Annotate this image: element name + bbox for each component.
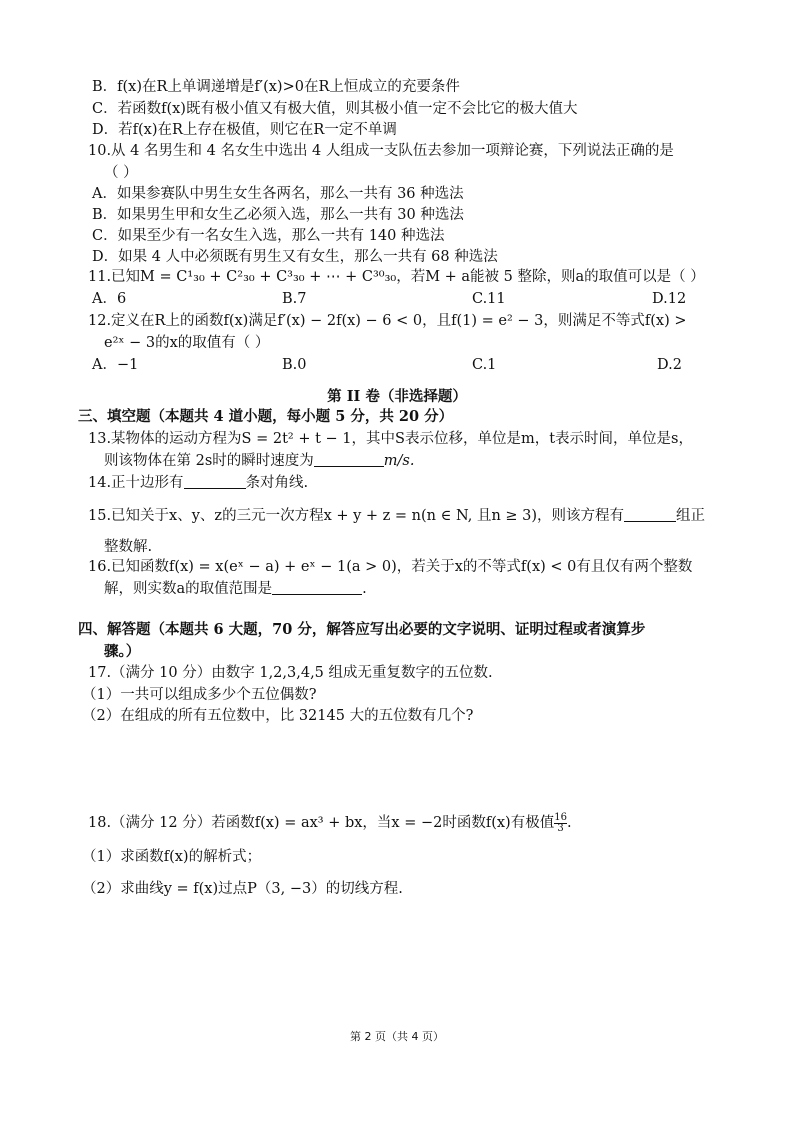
- q13-unit: m/s.: [383, 453, 415, 469]
- q17-part2: （2）在组成的所有五位数中，比 32145 大的五位数有几个?: [82, 708, 474, 724]
- q12-cont: e²ˣ − 3的x的取值有（ ）: [104, 335, 270, 351]
- q15-text-end: 组正: [676, 508, 706, 524]
- q13-answer-blank[interactable]: [314, 451, 384, 467]
- q15-cont: 整数解.: [104, 539, 153, 555]
- section4-title: 四、解答题（本题共 6 大题，70 分，解答应写出必要的文字说明、证明过程或者演算步: [78, 621, 646, 638]
- q9-option-b: B．f(x)在R上单调递增是f′(x)>0在R上恒成立的充要条件: [92, 79, 460, 95]
- q16-stem: 16.已知函数f(x) = x(eˣ − a) + eˣ − 1(a > 0)，若关于x的不等式f(x) < 0有且仅有两个整数: [88, 559, 693, 575]
- q12-option-b: B.0: [282, 357, 307, 373]
- q11-stem: 11.已知M = C¹₃₀ + C²₃₀ + C³₃₀ + ⋯ + C³⁰₃₀，若M + a能被 5 整除，则a的取值可以是（ ）: [88, 269, 705, 285]
- q17-stem: 17.（满分 10 分）由数字 1,2,3,4,5 组成无重复数字的五位数.: [88, 665, 493, 681]
- q10-option-c: C．如果至少有一名女生入选，那么一共有 140 种选法: [92, 228, 445, 244]
- q10-stem: 10.从 4 名男生和 4 名女生中选出 4 人组成一支队伍去参加一项辩论赛，下列说法正确的是: [88, 143, 674, 159]
- q10-option-d: D．如果 4 人中必须既有男生又有女生，那么一共有 68 种选法: [92, 249, 498, 265]
- section3-title: 三、填空题（本题共 4 道小题，每小题 5 分，共 20 分）: [78, 408, 454, 425]
- q15: [88, 505, 714, 527]
- q10-option-a: A．如果参赛队中男生女生各两名，那么一共有 36 种选法: [92, 186, 464, 202]
- q14-answer-blank[interactable]: [184, 473, 246, 489]
- q13-stem: 13.某物体的运动方程为S = 2t² + t − 1，其中S表示位移，单位是m，t表示时间，单位是s，: [88, 431, 693, 447]
- q14-text: 14.正十边形有: [88, 475, 184, 491]
- q12-stem: 12.定义在R上的函数f(x)满足f′(x) − 2f(x) − 6 < 0，且f(1) = e² − 3，则满足不等式f(x) >: [88, 313, 687, 329]
- q15-text: 15.已知关于x、y、z的三元一次方程x + y + z = n(n ∈ N, 且n ≥ 3)，则该方程有: [88, 508, 625, 524]
- q14: [88, 472, 714, 494]
- q12-option-c: C.1: [472, 357, 497, 373]
- q14-text-end: 条对角线.: [245, 475, 309, 491]
- q18-part2: （2）求曲线y = f(x)过点P（3, −3）的切线方程.: [82, 881, 403, 897]
- q16-answer-blank[interactable]: [272, 579, 362, 595]
- q10-paren: （ ）: [104, 165, 138, 181]
- q18-frac-den: 3: [557, 822, 564, 834]
- q13-cont: [104, 450, 714, 472]
- q12-option-a: A．−1: [92, 357, 139, 373]
- part2-title: 第 II 卷（非选择题）: [327, 388, 467, 405]
- q9-option-c: C．若函数f(x)既有极小值又有极大值，则其极小值一定不会比它的极大值大: [92, 101, 578, 117]
- q18-frac-num: 16: [554, 811, 567, 823]
- q16-text: 解，则实数a的取值范围是: [104, 581, 273, 597]
- q9-option-d: D．若f(x)在R上存在极值，则它在R一定不单调: [92, 122, 397, 138]
- q13-text: 则该物体在第 2s时的瞬时速度为: [104, 453, 314, 469]
- q18-part1: （1）求函数f(x)的解析式；: [82, 849, 262, 865]
- section4-title-cont: 骤。）: [104, 643, 141, 660]
- q16-text-end: .: [362, 581, 367, 597]
- q11-option-d: D.12: [652, 291, 687, 307]
- q18-stem: 18.（满分 12 分）若函数f(x) = ax³ + bx，当x = −2时函数f(x)有极值: [88, 815, 555, 831]
- q15-answer-blank[interactable]: [624, 506, 676, 522]
- q17-part1: （1）一共可以组成多少个五位偶数?: [82, 687, 317, 703]
- q12-option-d: D.2: [657, 357, 682, 373]
- q10-option-b: B．如果男生甲和女生乙必须入选，那么一共有 30 种选法: [92, 207, 464, 223]
- page-footer: 第 2 页（共 4 页）: [350, 1030, 444, 1043]
- q11-option-c: C.11: [472, 291, 506, 307]
- q18-fraction: [554, 813, 567, 834]
- q18-stem-end: .: [566, 815, 572, 831]
- q11-option-b: B.7: [282, 291, 307, 307]
- q18-stem-line: [88, 812, 714, 834]
- q16-cont: [104, 578, 714, 600]
- q11-option-a: A．6: [92, 291, 127, 307]
